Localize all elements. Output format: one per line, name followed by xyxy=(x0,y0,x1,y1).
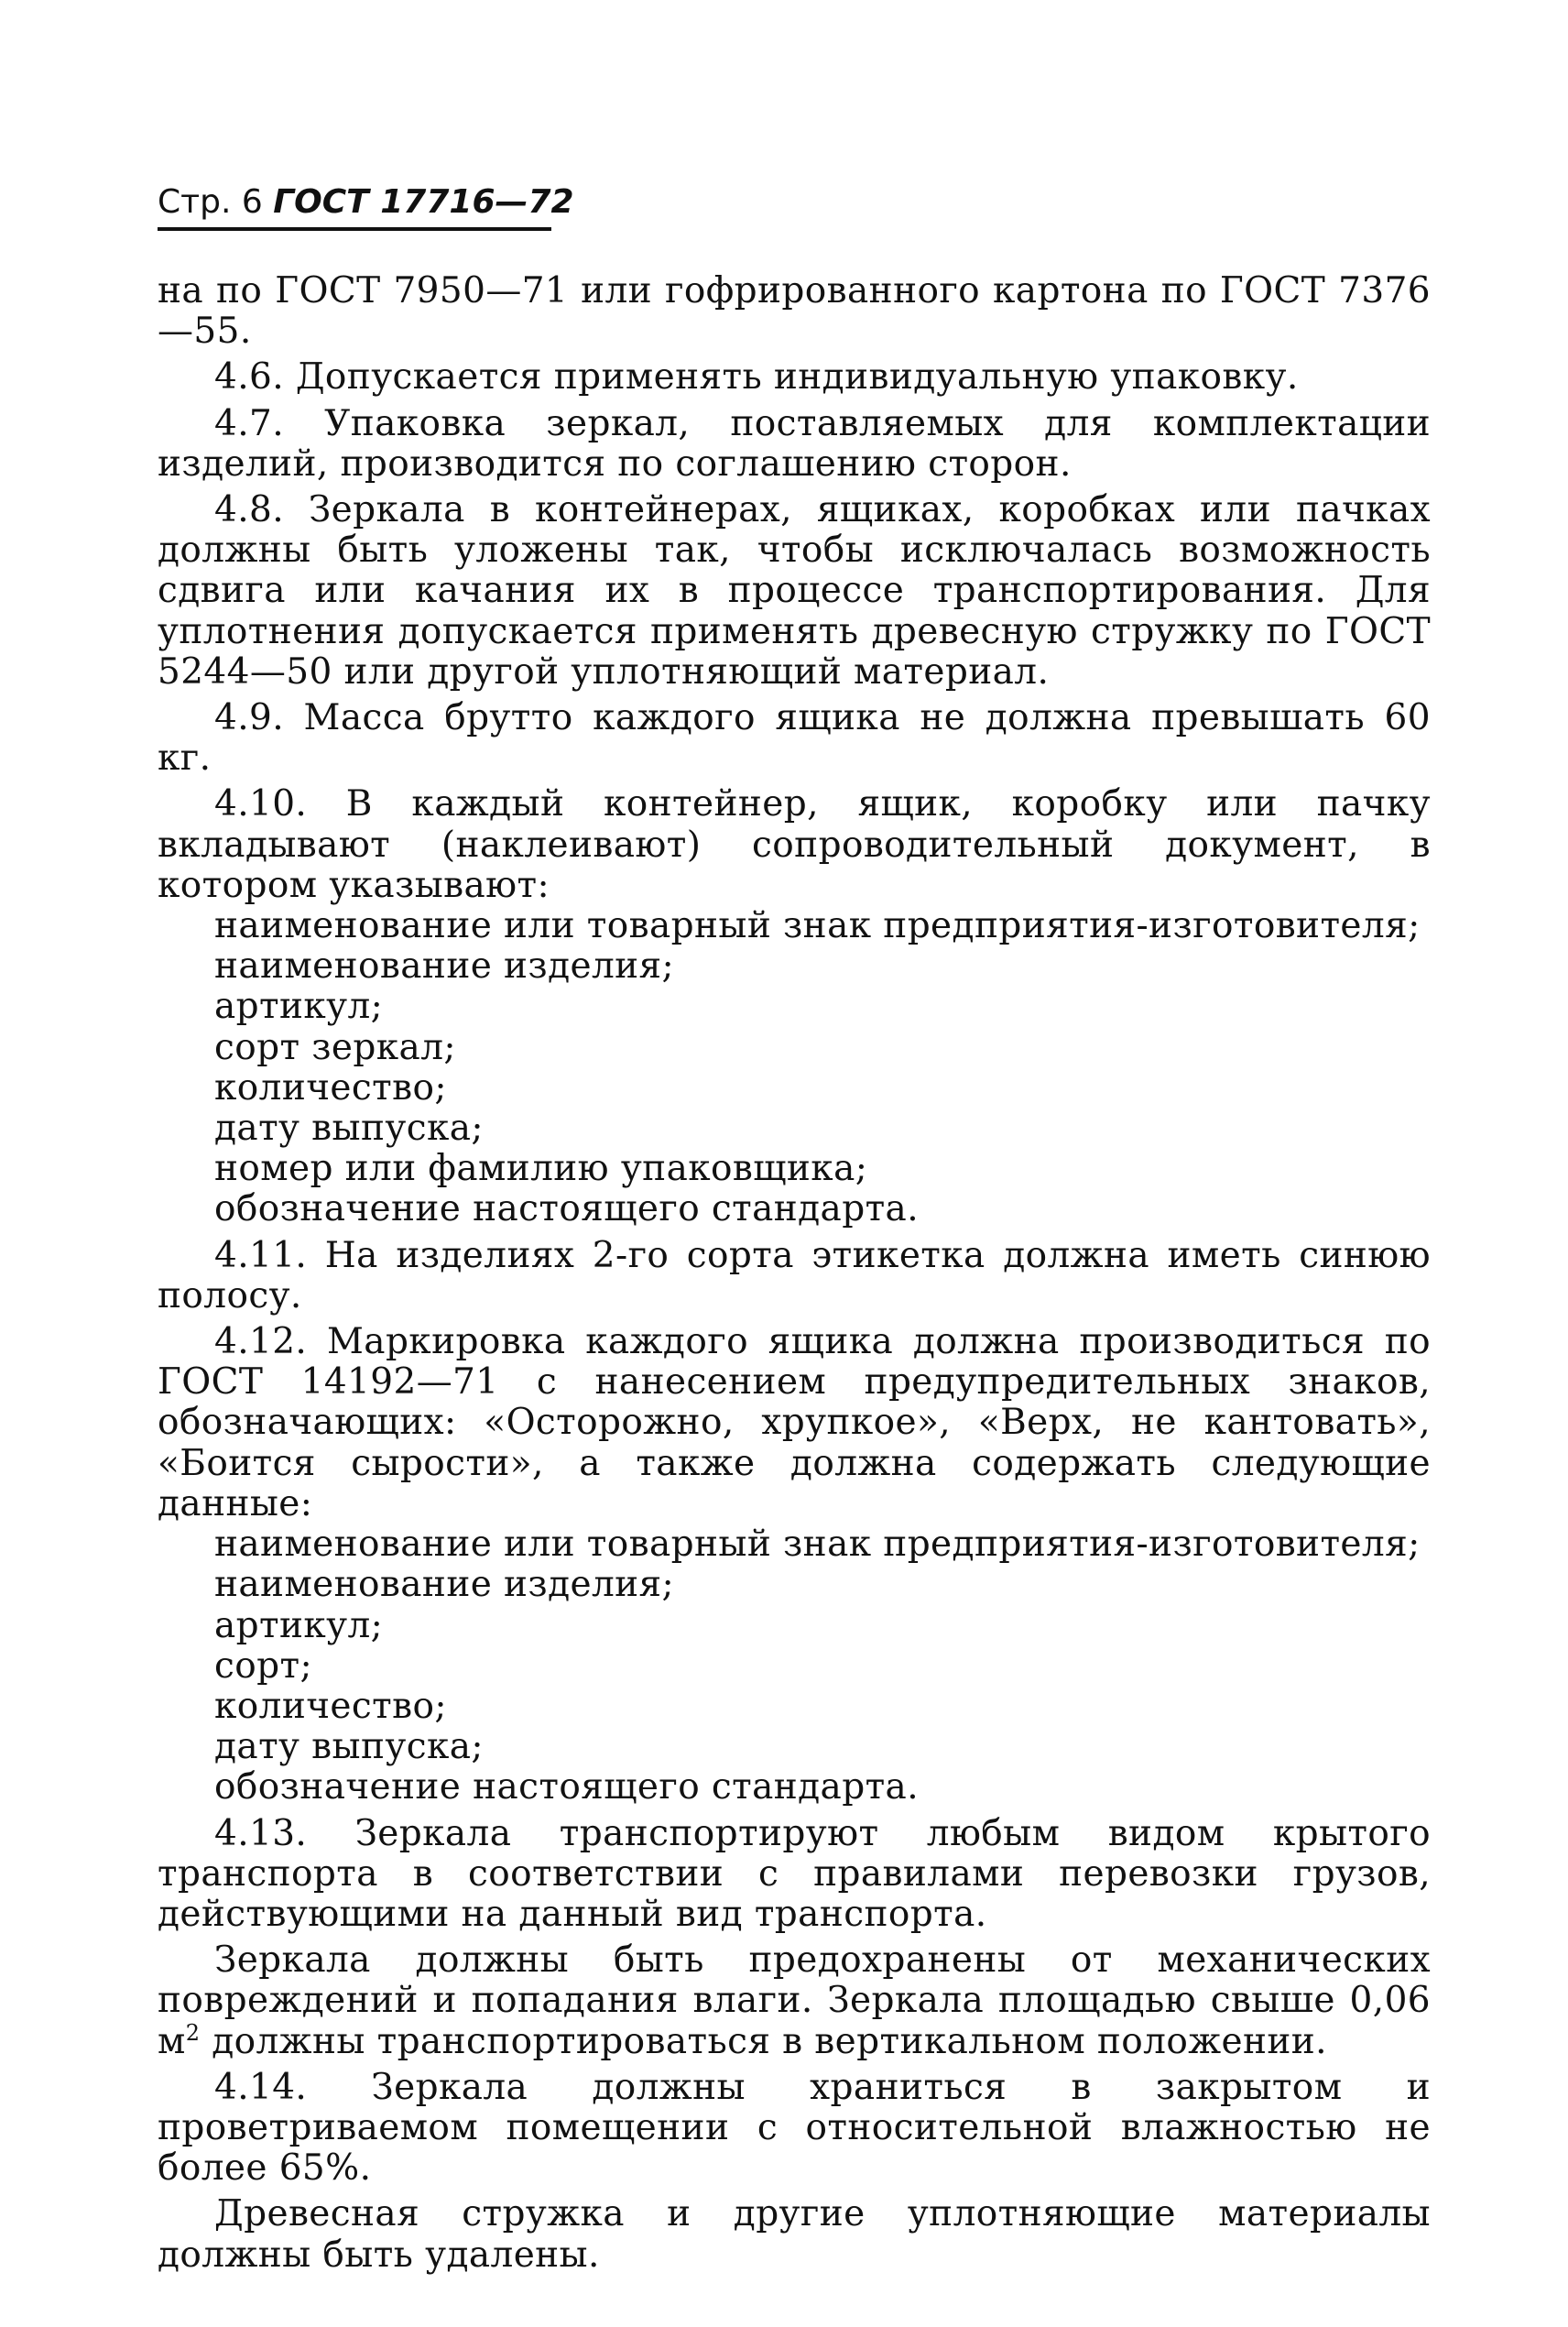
paragraph-4-7: 4.7. Упаковка зеркал, поставляемых для комплектации изделий, производится по соглашению сторон. xyxy=(158,402,1431,485)
list-item: артикул; xyxy=(214,1604,384,1646)
list-item: наименование изделия; xyxy=(214,1564,675,1606)
list-item: дату выпуска; xyxy=(214,1726,484,1768)
list-item: наименование или товарный знак предприятия-изготовителя; xyxy=(214,905,1421,947)
paragraph-4-14-packing: Древесная стружка и другие уплотняющие материалы должны быть удалены. xyxy=(158,2193,1431,2276)
list-item: количество; xyxy=(214,1066,447,1109)
standard-designation: ГОСТ 17716—72 xyxy=(273,183,574,221)
paragraph-4-13-mirrors xyxy=(158,1940,1431,2062)
superscript-2: 2 xyxy=(185,2019,201,2046)
list-item: сорт зеркал; xyxy=(214,1026,456,1068)
paragraph-4-14: 4.14. Зеркала должны храниться в закрытом и проветриваемом помещении с относительной влажностью не более 65%. xyxy=(158,2066,1431,2190)
paragraph-4-13-mirrors-text: Зеркала должны быть предохранены от механических повреждений и попадания влаги. Зеркала площадью свыше 0,06 м xyxy=(158,1939,1431,2062)
list-item: артикул; xyxy=(214,986,384,1028)
list-item: количество; xyxy=(214,1685,447,1727)
paragraph-continuation: на по ГОСТ 7950—71 или гофрированного картона по ГОСТ 7376—55. xyxy=(158,270,1431,353)
paragraph-4-6: 4.6. Допускается применять индивидуальную упаковку. xyxy=(214,356,1299,399)
list-4-10 xyxy=(158,906,1431,1230)
paragraph-4-8: 4.8. Зеркала в контейнерах, ящиках, коробках или пачках должны быть уложены так, чтобы исключалась возможность сдвига или качания их в процессе транспортирования. Для уплотнения допускается применять древесную стружку по ГОСТ 5244—50 или другой уплотняющий материал. xyxy=(158,489,1431,693)
paragraph-4-11: 4.11. На изделиях 2-го сорта этикетка должна иметь синюю полосу. xyxy=(158,1234,1431,1316)
paragraph-4-13-mirrors-text-end: должны транспортироваться в вертикальном положении. xyxy=(200,2020,1327,2062)
page-header xyxy=(158,181,574,224)
list-item: наименование или товарный знак предприятия-изготовителя; xyxy=(214,1524,1421,1566)
header-rule xyxy=(158,227,551,231)
list-4-12 xyxy=(158,1524,1431,1808)
list-item: обозначение настоящего стандарта. xyxy=(214,1766,919,1808)
paragraph-4-10: 4.10. В каждый контейнер, ящик, коробку или пачку вкладывают (наклеивают) сопроводительный документ, в котором указывают: xyxy=(158,783,1431,906)
paragraph-4-12: 4.12. Маркировка каждого ящика должна производиться по ГОСТ 14192—71 с нанесением предупредительных знаков, обозначающих: «Осторожно, хрупкое», «Верх, не кантовать», «Боится сырости», а также должна содержать следующие данные: xyxy=(158,1321,1431,1524)
page-number: Стр. 6 xyxy=(158,183,263,221)
list-item: сорт; xyxy=(214,1644,313,1687)
list-item: наименование изделия; xyxy=(214,945,675,988)
paragraph-4-9: 4.9. Масса брутто каждого ящика не должна превышать 60 кг. xyxy=(158,697,1431,780)
list-item: номер или фамилию упаковщика; xyxy=(214,1148,868,1190)
list-item: обозначение настоящего стандарта. xyxy=(214,1188,919,1230)
document-body xyxy=(158,271,1431,2281)
list-item: дату выпуска; xyxy=(214,1108,484,1150)
paragraph-4-13: 4.13. Зеркала транспортируют любым видом крытого транспорта в соответствии с правилами перевозки грузов, действующими на данный вид транспорта. xyxy=(158,1812,1431,1935)
